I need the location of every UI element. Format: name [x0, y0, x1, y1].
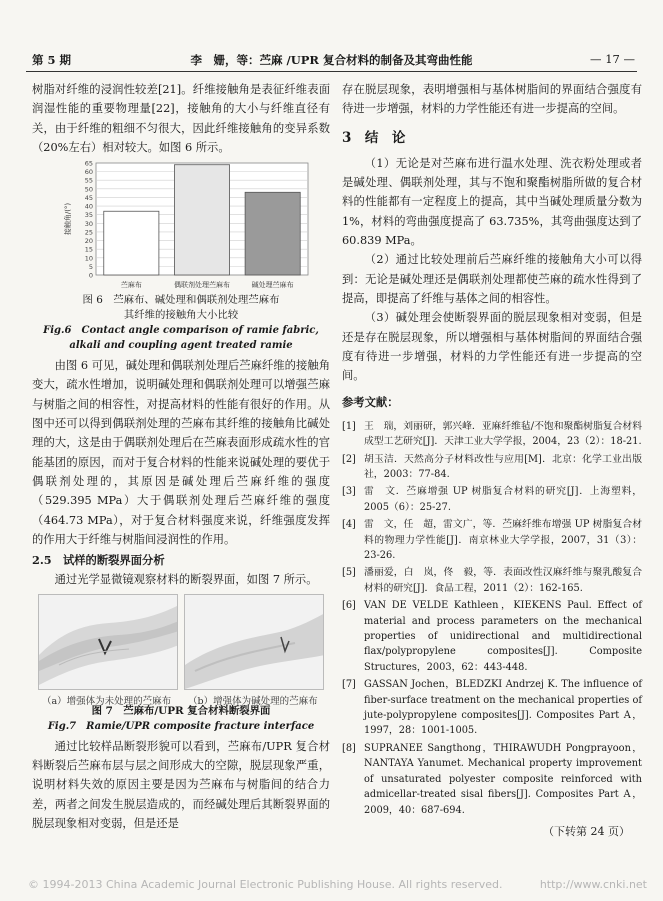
y-tick-label: 15	[84, 245, 93, 254]
reference-text: 雷 文，任 超，雷文广，等．苎麻纤维布增强 UP 树脂复合材料的物理力学性能[J]．南京林业大学学报，2007，31（3）：23-26.	[364, 519, 642, 561]
y-tick-label: 35	[84, 211, 93, 220]
copyright-text: © 1994-2013 China Academic Journal Electronic Publishing House. All rights reserved.	[28, 878, 503, 891]
figure-7b-label: （b）增强体为碱处理的苎麻布	[188, 695, 318, 707]
issue-number: 第 5 期	[32, 53, 72, 67]
reference-text: 雷 文．苎麻增强 UP 树脂复合材料的研究[J]．上海塑料，2005（6）：25-27.	[364, 486, 642, 513]
y-tick-label: 5	[88, 263, 93, 272]
figure-7a-label: （a）增强体为未处理的苎麻布	[42, 695, 172, 707]
figure-6-caption-en-2: alkali and coupling agent treated ramie	[69, 340, 293, 352]
reference-number: [3]	[342, 486, 356, 498]
reference-text: 潘丽爱，白 岚，佟 毅，等．表面改性汉麻纤维与聚乳酸复合材料的研究[J]．食品工程，2011（2）：162-165.	[364, 567, 642, 594]
paragraph: 由图 6 可见，碱处理和偶联剂处理后苎麻纤维的接触角变大，疏水性增加，说明碱处理和偶联剂处理可以增强苎麻与树脂之间的相容性，对提高材料的性能有很好的作用。从图中还可以得到偶联剂处理的苎麻布其纤维的接触角比碱处理的大，这是由于偶联剂处理后在苎麻表面形成疏水性的官能基团的原因，而对于复合材料的性能来说碱处理的要优于偶联剂处理的，其原因是碱处理后苎麻纤维的强度（529.395 MPa）大于偶联剂处理后苎麻纤维的强度（464.73 MPa），对于复合材料强度来说，纤维强度发挥的作用大于纤维与树脂间浸润性的作用。	[32, 359, 330, 546]
running-header	[22, 52, 641, 70]
reference-item	[342, 741, 642, 818]
figure-7	[32, 594, 330, 707]
y-tick-label: 50	[84, 185, 93, 194]
reference-number: [2]	[342, 453, 356, 465]
page-number: — 17 —	[590, 52, 635, 66]
figure-6-chart	[32, 159, 330, 293]
y-tick-label: 40	[84, 202, 93, 211]
x-tick-label: 碱处理苎麻布	[251, 281, 294, 290]
reference-text: 胡玉洁．天然高分子材料改性与应用[M]．北京：化学工业出版社，2003：77-84.	[364, 453, 642, 480]
reference-number: [5]	[342, 567, 356, 579]
conclusion-1: （1）无论是对苎麻布进行温水处理、洗衣粉处理或者是碱处理、偶联剂处理，其与不饱和聚酯树脂所做的复合材料的性能都有一定程度上的提高，其中当碱处理质量分数为 1%，材料的弯曲强度提高了 63.735%，其弯曲强度达到了 60.839 MPa。	[342, 156, 642, 248]
fracture-photo-untreated	[38, 594, 178, 690]
y-tick-label: 25	[84, 228, 93, 237]
reference-item	[342, 452, 642, 483]
y-tick-label: 55	[84, 176, 93, 185]
y-tick-label: 45	[84, 194, 93, 203]
y-tick-label: 60	[84, 168, 93, 177]
footer	[28, 878, 653, 891]
figure-6-caption-cn-2: 其纤维的接触角大小比较	[123, 309, 239, 322]
figure-7-caption-en: Fig.7 Ramie/UPR composite fracture interface	[47, 720, 315, 732]
reference-number: [4]	[342, 519, 356, 531]
y-tick-label: 20	[84, 237, 93, 246]
reference-text: 王 瑞，刘丽研，郭兴峰．亚麻纤维毡/不饱和聚酯树脂复合材料成型工艺研究[J]．天津工业大学学报，2004，23（2）：18-21.	[364, 420, 642, 448]
reference-item	[342, 517, 642, 563]
bar-1	[104, 211, 159, 275]
reference-list	[342, 419, 642, 818]
paragraph: 通过比较样品断裂形貌可以看到，苎麻布/UPR 复合材料断裂后苎麻布层与层之间形成大的空隙，脱层现象严重，说明材料失效的原因主要是因为苎麻布与树脂间的结合力差，两者之间发生脱层造成的，而经碱处理后其断裂界面的脱层现象相对变弱，但是还是	[32, 739, 330, 830]
x-tick-label: 偶联剂处理苎麻布	[174, 281, 230, 290]
conclusion-2: （2）通过比较处理前后苎麻纤维的接触角大小可以得到：无论是碱处理还是偶联剂处理都使苎麻的疏水性得到了提高，即提高了纤维与基体之间的相容性。	[342, 253, 642, 305]
reference-item	[342, 565, 642, 596]
bar-3	[245, 192, 300, 275]
conclusion-3: （3）碱处理会使断裂界面的脱层现象相对变弱，但是还是存在脱层现象，所以增强相与基体树脂间的界面结合强度有待进一步增强，材料的力学性能还有进一步提高的空间。	[342, 311, 642, 383]
reference-item	[342, 419, 642, 450]
reference-text: VAN DE VELDE Kathleen，KIEKENS Paul. Effect of material and process parameters on the mechanical properties of unidirectional and multidirectional flax/polypropylene composites[J]. Composite Structures，2003，62：443-448.	[364, 600, 642, 673]
y-tick-label: 10	[84, 254, 93, 263]
bar-2	[174, 165, 229, 275]
reference-number: [8]	[342, 742, 356, 754]
x-tick-label: 苎麻布	[120, 281, 142, 290]
y-tick-label: 30	[84, 219, 93, 228]
y-axis-label: 接触角/(°)	[64, 203, 72, 236]
contact-angle-bar-chart	[62, 159, 312, 293]
reference-text: SUPRANEE Sangthong，THIRAWUDH Pongprayoon，NANTAYA Yanumet. Mechanical property improvement of unsaturated polyester composite reinforced with admicellar-treated sisal fibers[J]. Composites Part A，2009，40：687-694.	[364, 742, 642, 816]
reference-item	[342, 484, 642, 515]
continued-note: （下转第 24 页）	[543, 824, 630, 838]
y-tick-label: 0	[88, 271, 93, 280]
paragraph: 存在脱层现象，表明增强相与基体树脂间的界面结合强度有待进一步增强，材料的力学性能还有进一步提高的空间。	[342, 83, 642, 116]
fracture-photo-alkali-treated	[184, 594, 324, 690]
figure-7-caption-cn: 图 7 苎麻布/UPR 复合材料断裂界面	[91, 704, 271, 717]
section-heading-conclusion: 3 结 论	[342, 129, 406, 146]
figure-6-caption-cn-1: 图 6 苎麻布、碱处理和偶联剂处理苎麻布	[82, 294, 280, 307]
running-title: 李 姗，等：苎麻 /UPR 复合材料的制备及其弯曲性能	[190, 53, 473, 67]
watermark-url: http://www.cnki.net	[539, 878, 647, 891]
reference-item	[342, 598, 642, 675]
right-column	[342, 80, 642, 841]
paragraph: 通过光学显微镜观察材料的断裂界面，如图 7 所示。	[54, 573, 318, 587]
header-rule	[26, 71, 637, 72]
reference-number: [7]	[342, 679, 356, 691]
paragraph: 树脂对纤维的浸润性较差[21]。纤维接触角是表征纤维表面润湿性能的重要物理量[22]，接触角的大小与纤维直径有关，由于纤维的粗细不匀很大，因此纤维接触角的变异系数（20%左右）相对较大。如图 6 所示。	[32, 83, 330, 154]
section-heading: 2.5 试样的断裂界面分析	[32, 553, 165, 568]
reference-text: GASSAN Jochen，BLEDZKI Andrzej K. The influence of fiber-surface treatment on the mechanical properties of jute-polypropylene composites[J]. Composites Part A，1997，28：1001-1005.	[364, 679, 642, 737]
reference-number: [6]	[342, 600, 356, 612]
figure-6-caption-en-1: Fig.6 Contact angle comparison of ramie fabric,	[43, 325, 319, 337]
reference-number: [1]	[342, 420, 356, 432]
reference-item	[342, 677, 642, 739]
y-tick-label: 65	[84, 159, 93, 168]
left-column	[32, 80, 330, 833]
references-heading: 参考文献：	[342, 395, 399, 410]
